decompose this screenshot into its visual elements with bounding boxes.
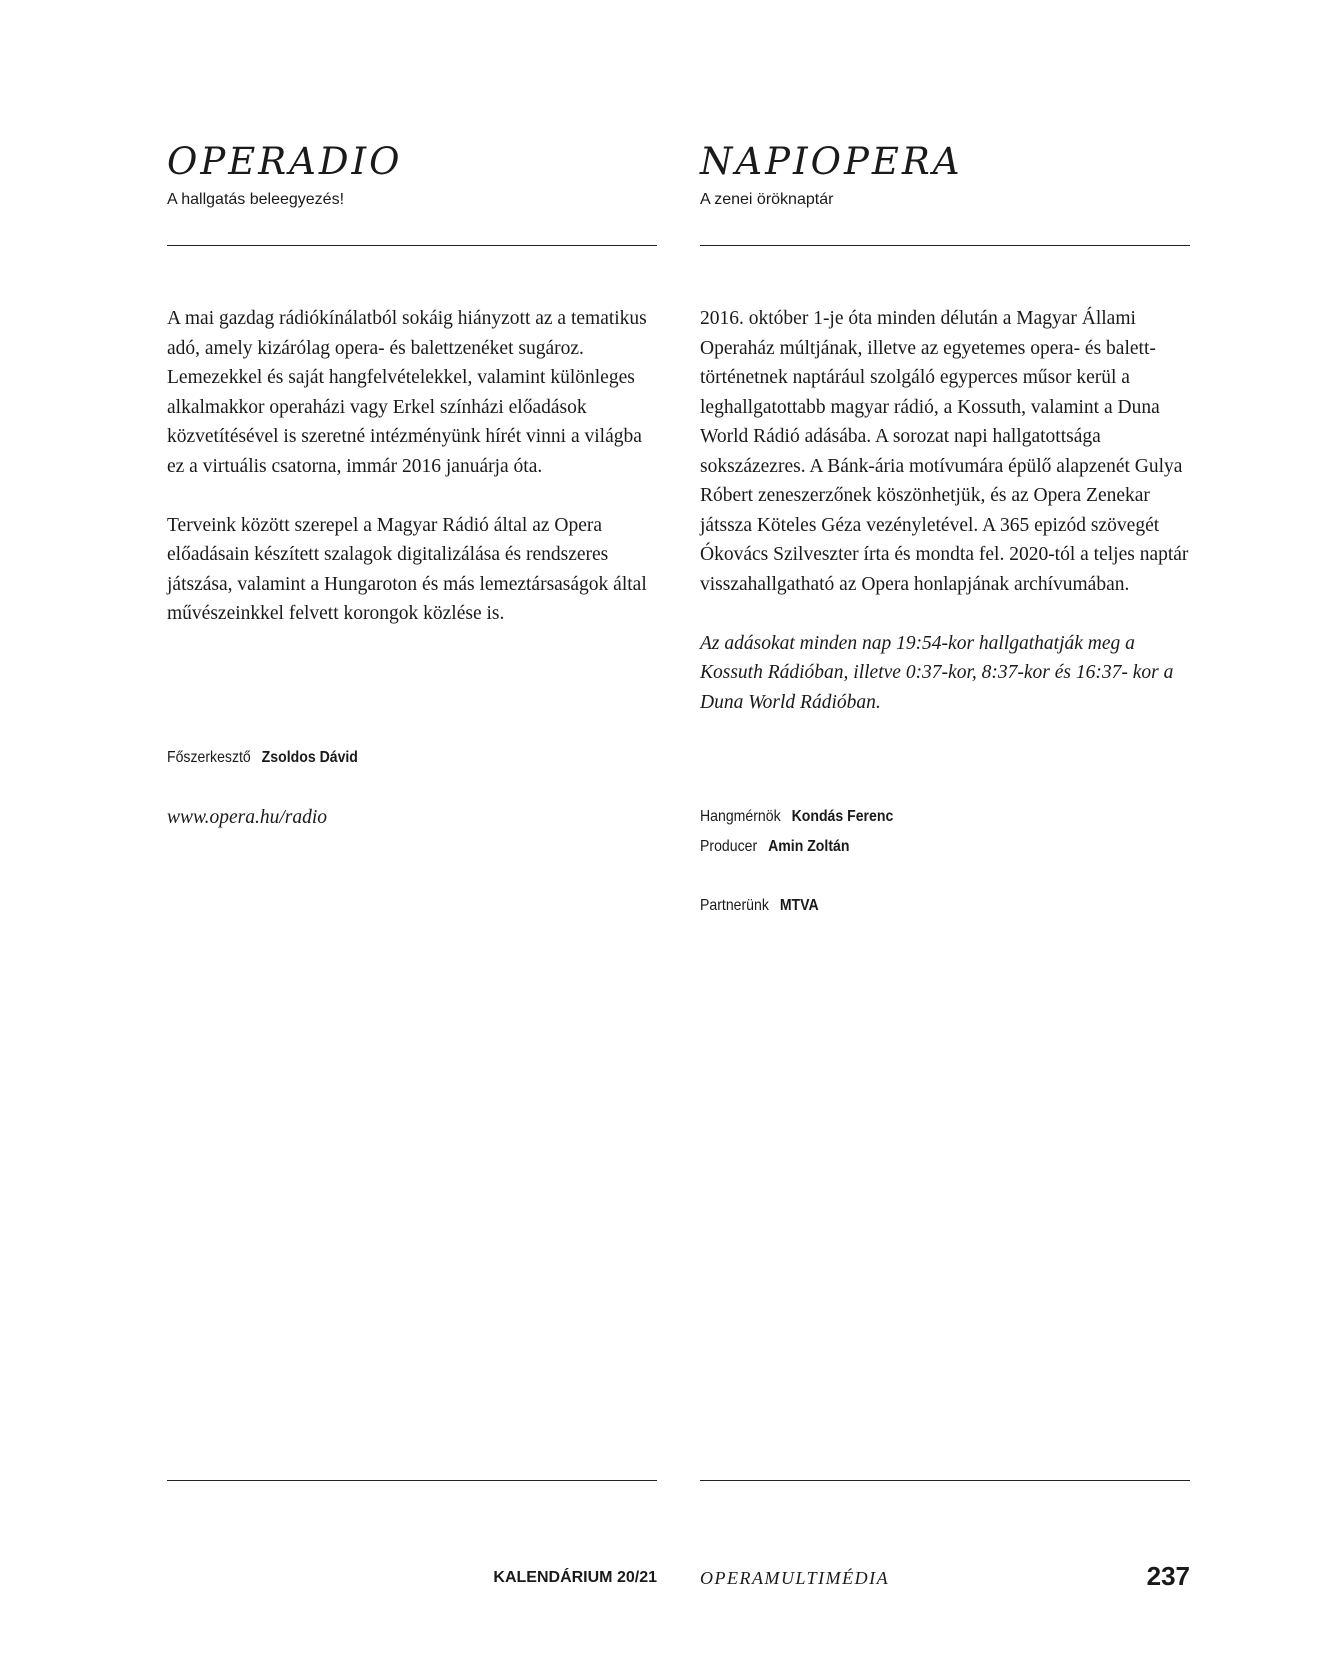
napiopera-subtitle: A zenei öröknaptár — [700, 191, 834, 208]
partner-credit — [700, 891, 819, 921]
credit-role: Hangmérnök — [700, 808, 781, 825]
operadio-body — [167, 304, 657, 658]
napiopera-body — [700, 304, 1190, 747]
bottom-divider-left — [167, 1480, 657, 1481]
producer-credit — [700, 832, 849, 862]
credit-role: Producer — [700, 838, 758, 855]
top-divider-left — [167, 245, 657, 246]
top-divider-right — [700, 245, 1190, 246]
operadio-paragraph-2: Terveink között szerepel a Magyar Rádió által az Opera előadásain készített szalagok digitalizálása és rendszeres játszása, valamint a Hungaroton és más lemeztársaságok által művészeinkkel felvett korongok közlése is. — [167, 514, 647, 624]
editor-credit — [167, 743, 358, 773]
credit-name: Kondás Ferenc — [791, 808, 894, 825]
credit-role: Főszerkesztő — [167, 749, 251, 766]
credit-name: MTVA — [779, 897, 819, 914]
footer-publication: KALENDÁRIUM 20/21 — [493, 1569, 657, 1586]
credit-name: Zsoldos Dávid — [261, 749, 358, 766]
credit-name: Amin Zoltán — [768, 838, 850, 855]
napiopera-paragraph-1: 2016. október 1-je óta minden délután a Magyar Állami Operaház múltjának, illetve az egyetemes opera- és balett-történetnek naptárául szolgáló egyperces műsor kerül a leghallgatottabb magyar rádió, a Kossuth, valamint a Duna World Rádió adásába. A sorozat napi hallgatottsága sokszázezres. A Bánk-ária motívumára épülő alapzenét Gulya Róbert zeneszerzőnek köszönhetjük, és az Opera Zenekar játssza Köteles Géza vezényletével. A 365 epizód szövegét Ókovács Szilveszter írta és mondta fel. 2020-tól a teljes naptár visszahallgatható az Opera honlapjának archívumában. — [700, 308, 1189, 595]
page-number: 237 — [1146, 1561, 1190, 1591]
broadcast-schedule: Az adásokat minden nap 19:54-kor hallgathatják meg a Kossuth Rádióban, illetve 0:37-kor, 8:37-kor és 16:37- kor a Duna World Rádióban. — [700, 632, 1174, 713]
credit-role: Partnerünk — [700, 897, 769, 914]
engineer-credit — [700, 802, 893, 832]
napiopera-title: NAPIOPERA — [700, 140, 963, 183]
operadio-paragraph-1: A mai gazdag rádiókínálatból sokáig hiányzott az a tematikus adó, amely kizárólag opera- és balettzenéket sugároz. Lemezekkel és saját hangfelvételekkel, valamint különleges alkalmakkor operaházi vagy Erkel színházi előadások közvetítésével is szeretné intézményünk hírét vinni a világba ez a virtuális csatorna, immár 2016 januárja óta. — [167, 308, 647, 477]
operadio-subtitle: A hallgatás beleegyezés! — [167, 191, 345, 208]
footer-section: OPERAMULTIMÉDIA — [700, 1568, 890, 1588]
bottom-divider-right — [700, 1480, 1190, 1481]
radio-url-link[interactable]: www.opera.hu/radio — [167, 807, 327, 828]
operadio-title: OPERADIO — [167, 140, 403, 183]
